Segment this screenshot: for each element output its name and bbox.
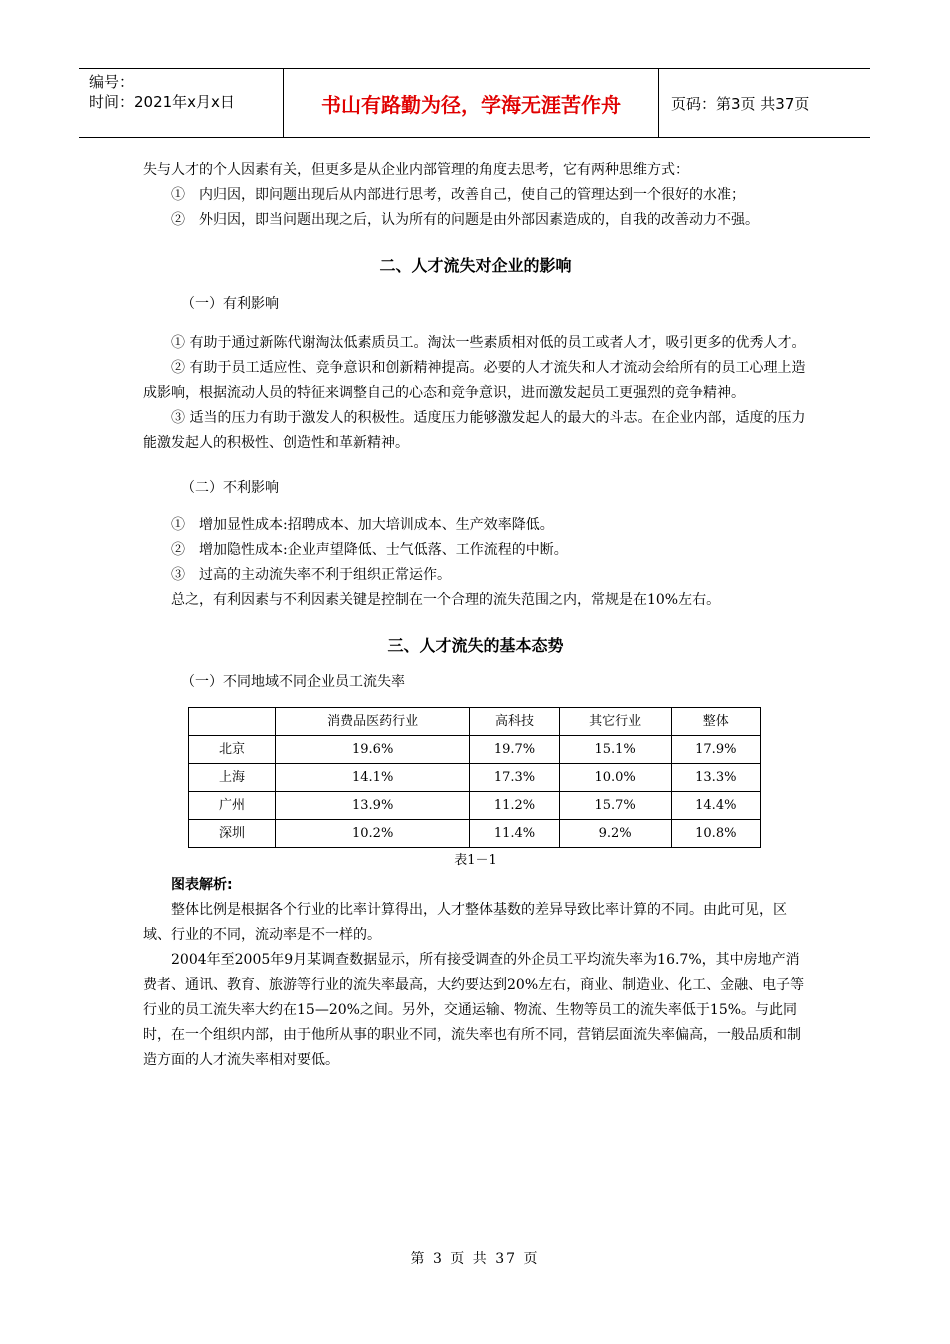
favorable-1: ① 有助于通过新陈代谢淘汰低素质员工。淘汰一些素质相对低的员工或者人才，吸引更多的优秀人才。 <box>171 335 806 351</box>
table-cell: 上海 <box>189 764 276 792</box>
page-footer: 第 3 页 共 37 页 <box>410 1251 540 1267</box>
table-cell: 深圳 <box>189 820 276 848</box>
table-cell: 11.4% <box>470 820 559 848</box>
analysis-paragraph-1: 整体比例是根据各个行业的比率计算得出，人才整体基数的差异导致比率计算的不同。由此可见，区域、行业的不同，流动率是不一样的。 <box>143 902 787 943</box>
table-header-cell: 整体 <box>671 708 760 736</box>
number-label: 编号： <box>89 73 135 91</box>
unfavorable-1: ① 增加显性成本:招聘成本、加大培训成本、生产效率降低。 <box>171 517 554 533</box>
section-3-title: 三、人才流失的基本态势 <box>387 636 564 655</box>
table-cell: 14.4% <box>671 792 760 820</box>
table-row <box>189 736 761 764</box>
table-cell: 14.1% <box>276 764 470 792</box>
intro-item-2: ② 外归因，即当问题出现之后，认为所有的问题是由外部因素造成的，自我的改善动力不强。 <box>171 212 759 228</box>
header-page-info: 页码：第3页 共37页 <box>671 94 810 113</box>
table-caption: 表1－1 <box>454 853 497 868</box>
intro-item-1: ① 内归因，即问题出现后从内部进行思考，改善自己，使自己的管理达到一个很好的水准； <box>171 187 745 203</box>
table-header-cell: 消费品医药行业 <box>276 708 470 736</box>
summary: 总之，有利因素与不利因素关键是控制在一个合理的流失范围之内，常规是在10%左右。 <box>171 592 721 608</box>
table-cell: 19.6% <box>276 736 470 764</box>
section-2-sub-1: （一）有利影响 <box>181 296 279 312</box>
table-row <box>189 764 761 792</box>
table-header-row <box>189 708 761 736</box>
table-cell: 19.7% <box>470 736 559 764</box>
table-cell: 北京 <box>189 736 276 764</box>
table-row <box>189 792 761 820</box>
unfavorable-3: ③ 过高的主动流失率不利于组织正常运作。 <box>171 567 451 583</box>
table-cell: 10.8% <box>671 820 760 848</box>
analysis-paragraph-2: 2004年至2005年9月某调查数据显示，所有接受调查的外企员工平均流失率为16.7%，其中房地产消费者、通讯、教育、旅游等行业的流失率最高，大约要达到20%左右，商业、制造业、化工、金融、电子等行业的员工流失率大约在15—20%之间。另外，交通运输、物流、生物等员工的流失率低于15%。与此同时，在一个组织内部，由于他所从事的职业不同，流失率也有所不同，营销层面流失率偏高，一般品质和制造方面的人才流失率相对要低。 <box>143 952 805 1068</box>
section-2-sub-2: （二）不利影响 <box>181 480 279 496</box>
table-cell: 17.9% <box>671 736 760 764</box>
table-cell: 广州 <box>189 792 276 820</box>
table-cell: 10.2% <box>276 820 470 848</box>
table-cell: 11.2% <box>470 792 559 820</box>
table-header-cell <box>189 708 276 736</box>
intro-line: 失与人才的个人因素有关，但更多是从企业内部管理的角度去思考，它有两种思维方式： <box>143 162 689 178</box>
table-header-cell: 其它行业 <box>559 708 671 736</box>
header-motto: 书山有路勤为径，学海无涯苦作舟 <box>284 69 659 137</box>
table-cell: 13.3% <box>671 764 760 792</box>
table-row <box>189 820 761 848</box>
section-2-title: 二、人才流失对企业的影响 <box>379 256 572 275</box>
analysis-label: 图表解析: <box>171 877 233 893</box>
unfavorable-2: ② 增加隐性成本:企业声望降低、士气低落、工作流程的中断。 <box>171 542 568 558</box>
table-cell: 17.3% <box>470 764 559 792</box>
table-header-cell: 高科技 <box>470 708 559 736</box>
table-cell: 13.9% <box>276 792 470 820</box>
time-label: 时间：2021年x月x日 <box>89 93 235 111</box>
page-header <box>79 68 870 138</box>
favorable-3: ③ 适当的压力有助于激发人的积极性。适度压力能够激发起人的最大的斗志。在企业内部，适度的压力能激发起人的积极性、创造性和革新精神。 <box>143 410 806 451</box>
table-cell: 9.2% <box>559 820 671 848</box>
table-cell: 15.7% <box>559 792 671 820</box>
table-cell: 10.0% <box>559 764 671 792</box>
favorable-2: ② 有助于员工适应性、竞争意识和创新精神提高。必要的人才流失和人才流动会给所有的员工心理上造成影响，根据流动人员的特征来调整自己的心态和竞争意识，进而激发起员工更强烈的竞争精神。 <box>143 360 806 401</box>
document-body <box>143 158 808 1073</box>
header-meta <box>79 69 284 137</box>
turnover-table <box>188 707 761 848</box>
table-cell: 15.1% <box>559 736 671 764</box>
section-3-sub-1: （一）不同地域不同企业员工流失率 <box>181 674 405 690</box>
